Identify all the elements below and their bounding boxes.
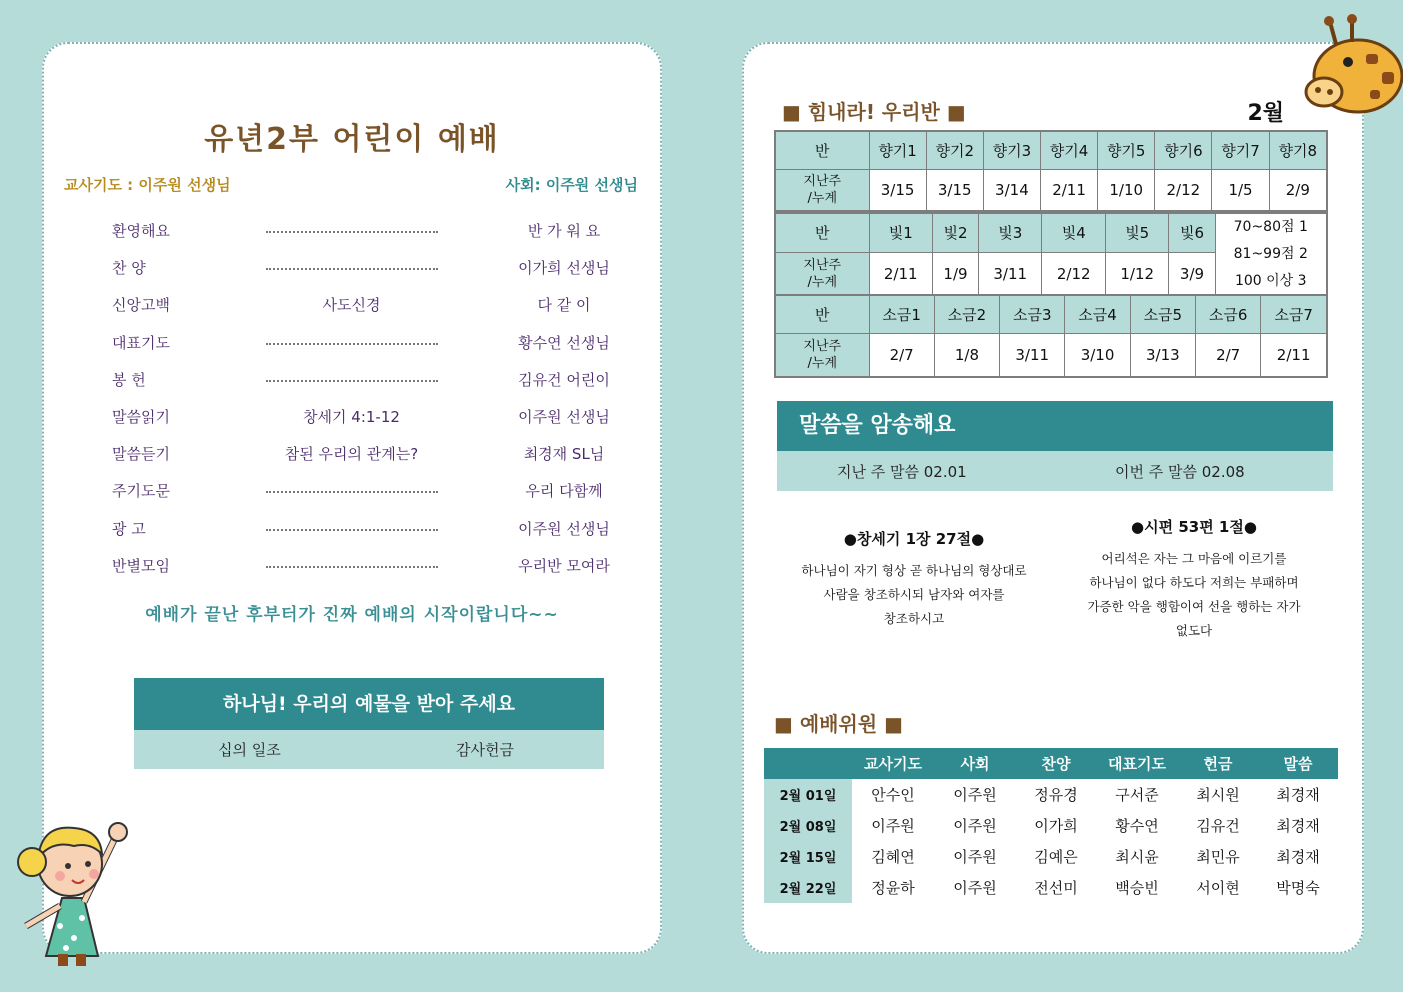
order-item-name: 반별모임	[112, 556, 170, 575]
duty-person: 최경재	[1276, 786, 1320, 804]
order-item-detail: 창세기 4:1-12	[303, 408, 400, 426]
score-legend	[1215, 213, 1327, 296]
score-cell: 3/14	[983, 169, 1040, 211]
duty-header: 말씀	[1258, 748, 1338, 779]
dotted-leader	[266, 529, 438, 531]
class-cell: 향기8	[1269, 131, 1327, 169]
host: 사회: 이주원 선생님	[505, 176, 638, 194]
class-label: 반	[775, 295, 869, 333]
score-cell: 1/8	[934, 333, 999, 377]
last-week-label: 지난주 /누계	[775, 252, 869, 296]
class-cell: 소금1	[869, 295, 934, 333]
class-cell: 빛3	[979, 213, 1042, 252]
class-cell: 소금5	[1130, 295, 1195, 333]
order-row	[44, 286, 660, 323]
duty-title: ■ 예배위원 ■	[774, 712, 903, 736]
score-cell: 1/5	[1212, 169, 1269, 211]
duty-person: 최민유	[1196, 848, 1240, 866]
class-cell: 향기2	[926, 131, 983, 169]
duty-person: 이주원	[953, 786, 997, 804]
order-item-name: 대표기도	[112, 333, 170, 352]
order-item-name: 찬 양	[112, 259, 146, 278]
duty-person: 구서준	[1115, 786, 1159, 804]
attendance-table-hyanggi	[774, 130, 1328, 212]
duty-person: 최시윤	[1115, 848, 1159, 866]
offering-title: 하나님! 우리의 예물을 받아 주세요	[134, 678, 604, 730]
class-cell: 소금7	[1261, 295, 1327, 333]
order-item-detail: 사도신경	[322, 296, 381, 315]
duty-person: 황수연	[1115, 817, 1159, 835]
score-legend-item: 70~80점 1	[1233, 219, 1308, 235]
class-cell: 소금2	[934, 295, 999, 333]
order-row	[44, 398, 660, 435]
duty-person: 서이현	[1196, 879, 1240, 897]
offering-items	[134, 730, 604, 769]
duty-person: 안수인	[871, 786, 915, 804]
order-item-leader: 황수연 선생님	[518, 333, 610, 352]
duty-person: 전선미	[1034, 879, 1078, 897]
verse-reference: ●창세기 1장 27절●	[843, 530, 985, 548]
score-cell: 2/7	[1195, 333, 1260, 377]
duty-date: 2월 15일	[764, 841, 852, 872]
offering-item: 감사헌금	[456, 741, 514, 759]
duty-person: 최경재	[1276, 817, 1320, 835]
score-cell: 2/7	[869, 333, 934, 377]
class-cell: 소금6	[1195, 295, 1260, 333]
duty-header: 사회	[934, 748, 1016, 779]
order-row	[44, 510, 660, 547]
class-cell: 소금4	[1065, 295, 1130, 333]
duty-person: 이주원	[953, 848, 997, 866]
memorize-box	[777, 401, 1333, 491]
class-cell: 향기5	[1098, 131, 1155, 169]
attendance-table-bit	[774, 212, 1328, 297]
order-item-leader: 이주원 선생님	[518, 519, 610, 538]
order-item-leader: 이가희 선생님	[518, 259, 610, 278]
score-cell: 3/9	[1169, 252, 1215, 296]
class-cell: 빛2	[932, 213, 978, 252]
duty-table	[764, 748, 1338, 903]
class-cell: 향기1	[869, 131, 926, 169]
last-week-label: 지난주 /누계	[775, 333, 869, 377]
dotted-leader	[266, 343, 438, 345]
verse-text: 어리석은 자는 그 마음에 이르기를 하나님이 없다 하도다 저희는 부패하며 가증한 악을 행함이여 선을 행하는 자가 없도다	[1087, 551, 1301, 638]
order-row	[44, 547, 660, 584]
offering-box	[134, 678, 604, 769]
score-legend-item: 100 이상 3	[1234, 273, 1307, 289]
order-item-name: 광 고	[112, 519, 146, 538]
order-item-name: 신앙고백	[112, 296, 170, 315]
score-cell: 2/12	[1042, 252, 1105, 296]
order-item-leader: 우리반 모여라	[518, 556, 610, 575]
attendance-table-sogeum	[774, 294, 1328, 378]
score-cell: 2/11	[1040, 169, 1097, 211]
score-cell: 3/11	[979, 252, 1042, 296]
class-cell: 빛5	[1105, 213, 1168, 252]
dotted-leader	[266, 491, 438, 493]
order-row	[44, 249, 660, 286]
score-cell: 3/13	[1130, 333, 1195, 377]
class-cell: 향기7	[1212, 131, 1269, 169]
order-row	[44, 212, 660, 249]
dotted-leader	[266, 268, 438, 270]
class-label: 반	[775, 131, 869, 169]
order-item-leader: 최경재 SL님	[523, 445, 605, 464]
class-cell: 빛4	[1042, 213, 1105, 252]
score-cell: 3/11	[1000, 333, 1065, 377]
order-item-leader: 우리 다함께	[525, 482, 603, 501]
duty-person: 백승빈	[1115, 879, 1159, 897]
class-cell: 향기4	[1040, 131, 1097, 169]
duty-row	[764, 779, 1338, 810]
right-panel	[742, 42, 1364, 954]
order-row	[44, 472, 660, 509]
score-cell: 2/9	[1269, 169, 1327, 211]
duty-person: 이가희	[1034, 817, 1078, 835]
duty-header: 헌금	[1178, 748, 1258, 779]
duty-person: 김혜연	[871, 848, 915, 866]
verse-this-week	[1056, 516, 1332, 643]
duty-date: 2월 08일	[764, 810, 852, 841]
score-cell: 1/9	[932, 252, 978, 296]
order-row	[44, 361, 660, 398]
order-item-name: 주기도문	[112, 482, 170, 501]
verse-last-week	[774, 528, 1054, 631]
duty-person: 정유경	[1034, 786, 1078, 804]
order-row	[44, 435, 660, 472]
class-label: 반	[775, 213, 869, 252]
duty-person: 김예은	[1034, 848, 1078, 866]
duty-date: 2월 01일	[764, 779, 852, 810]
order-item-detail: 참된 우리의 관계는?	[284, 445, 419, 464]
order-row	[44, 324, 660, 361]
duty-header: 대표기도	[1096, 748, 1178, 779]
page-title: 유년2부 어린이 예배	[204, 122, 500, 157]
duty-date: 2월 22일	[764, 872, 852, 903]
order-item-name: 말씀듣기	[112, 445, 170, 464]
score-cell: 3/15	[926, 169, 983, 211]
order-item-name: 환영해요	[112, 222, 170, 240]
class-cell: 빛1	[869, 213, 932, 252]
duty-row	[764, 872, 1338, 903]
class-cell: 향기6	[1155, 131, 1212, 169]
duty-person: 이주원	[953, 817, 997, 835]
duty-header: 교사기도	[852, 748, 934, 779]
duty-person: 김유건	[1196, 817, 1240, 835]
verse-text: 하나님이 자기 형상 곧 하나님의 형상대로 사람을 창조하시되 남자와 여자를 창조하시고	[801, 563, 1027, 626]
child-illustration-icon	[12, 806, 136, 968]
memorize-dates	[777, 451, 1333, 491]
order-item-leader: 반 가 워 요	[527, 222, 601, 240]
giraffe-icon	[1296, 14, 1403, 114]
last-week-verse-date: 지난 주 말씀 02.01	[837, 463, 967, 481]
offering-item: 십의 일조	[218, 741, 281, 759]
month-label: 2월	[1247, 101, 1284, 126]
dotted-leader	[266, 380, 438, 382]
last-week-label: 지난주 /누계	[775, 169, 869, 211]
duty-person: 최시원	[1196, 786, 1240, 804]
memorize-title: 말씀을 암송해요	[777, 401, 1333, 451]
this-week-verse-date: 이번 주 말씀 02.08	[1115, 463, 1245, 481]
duty-corner	[764, 748, 852, 779]
score-legend-item: 81~99점 2	[1233, 246, 1308, 262]
verse-reference: ●시편 53편 1절●	[1131, 518, 1257, 536]
class-cell: 빛6	[1169, 213, 1215, 252]
score-cell: 2/11	[1261, 333, 1327, 377]
score-cell: 2/11	[869, 252, 932, 296]
cheer-title: ■ 힘내라! 우리반 ■	[782, 100, 966, 124]
score-cell: 3/10	[1065, 333, 1130, 377]
order-item-leader: 이주원 선생님	[518, 408, 610, 426]
score-cell: 1/10	[1098, 169, 1155, 211]
dotted-leader	[266, 566, 438, 568]
closing-message: 예배가 끝난 후부터가 진짜 예배의 시작이랍니다~~	[145, 605, 559, 625]
duty-row	[764, 841, 1338, 872]
dotted-leader	[266, 231, 438, 233]
duty-person: 박명숙	[1276, 879, 1320, 897]
duty-row	[764, 810, 1338, 841]
teacher-prayer: 교사기도 : 이주원 선생님	[64, 176, 231, 194]
duty-header: 찬양	[1016, 748, 1096, 779]
score-cell: 3/15	[869, 169, 926, 211]
order-item-leader: 김유건 어린이	[518, 370, 610, 389]
duty-person: 이주원	[871, 817, 915, 835]
order-item-name: 봉 헌	[112, 370, 146, 389]
order-item-leader: 다 같 이	[537, 296, 591, 315]
score-cell: 2/12	[1155, 169, 1212, 211]
class-cell: 향기3	[983, 131, 1040, 169]
order-item-name: 말씀읽기	[112, 408, 170, 426]
class-cell: 소금3	[1000, 295, 1065, 333]
score-cell: 1/12	[1105, 252, 1168, 296]
duty-person: 이주원	[953, 879, 997, 897]
duty-person: 최경재	[1276, 848, 1320, 866]
duty-person: 정윤하	[871, 879, 915, 897]
